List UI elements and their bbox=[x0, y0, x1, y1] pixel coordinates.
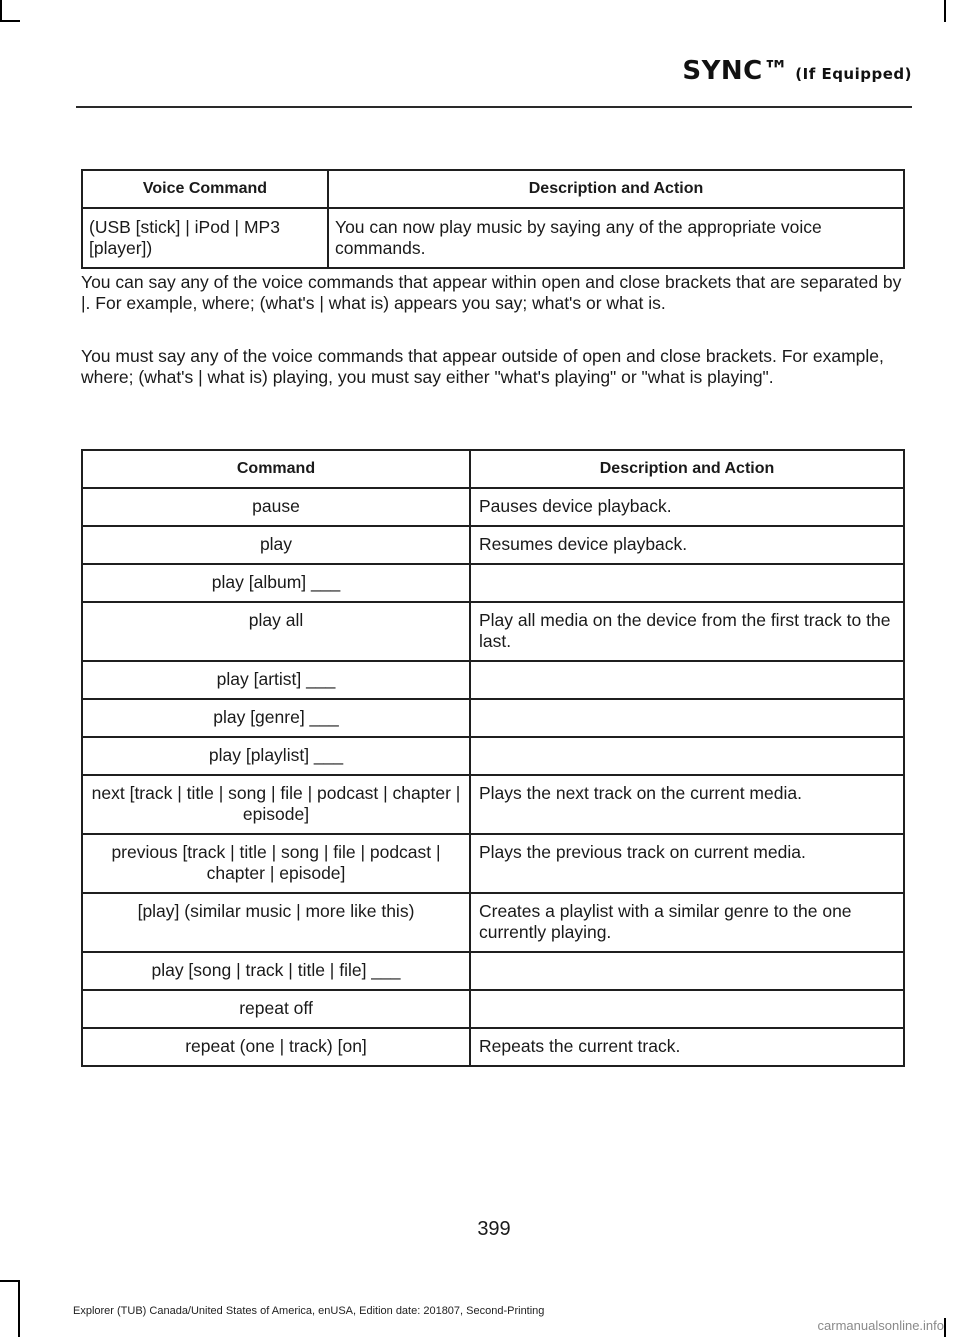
media-command-table bbox=[81, 449, 905, 1067]
crop-mark-top-left-h bbox=[0, 20, 20, 22]
command-cell: next [track | title | song | file | podcast | chapter | episode] bbox=[82, 775, 470, 834]
description-cell bbox=[470, 661, 904, 699]
table-header-row bbox=[82, 450, 904, 488]
watermark: carmanualsonline.info bbox=[817, 1318, 944, 1333]
table-row bbox=[82, 952, 904, 990]
description-cell bbox=[470, 564, 904, 602]
table-row bbox=[82, 661, 904, 699]
crop-mark-bottom-right bbox=[944, 1318, 946, 1337]
table-row bbox=[82, 1028, 904, 1066]
table-row bbox=[82, 488, 904, 526]
header-subtitle: (If Equipped) bbox=[795, 65, 912, 83]
command-cell: play [genre] ___ bbox=[82, 699, 470, 737]
crop-mark-top-left bbox=[0, 0, 2, 22]
description-cell: Resumes device playback. bbox=[470, 526, 904, 564]
column-header: Description and Action bbox=[328, 170, 904, 208]
description-cell bbox=[470, 990, 904, 1028]
voice-command-table bbox=[81, 169, 905, 269]
column-header: Description and Action bbox=[470, 450, 904, 488]
description-cell: Play all media on the device from the first track to the last. bbox=[470, 602, 904, 661]
edition-footer: Explorer (TUB) Canada/United States of America, enUSA, Edition date: 201807, Second-Printing bbox=[73, 1305, 545, 1317]
description-cell: Creates a playlist with a similar genre to the one currently playing. bbox=[470, 893, 904, 952]
description-cell bbox=[470, 699, 904, 737]
table-row bbox=[82, 526, 904, 564]
table-row bbox=[82, 990, 904, 1028]
table-row bbox=[82, 699, 904, 737]
description-cell bbox=[470, 952, 904, 990]
column-header: Voice Command bbox=[82, 170, 328, 208]
command-cell: previous [track | title | song | file | podcast | chapter | episode] bbox=[82, 834, 470, 893]
command-cell: play all bbox=[82, 602, 470, 661]
table-row bbox=[82, 834, 904, 893]
description-cell bbox=[470, 737, 904, 775]
table-row bbox=[82, 775, 904, 834]
description-cell: Plays the previous track on current media. bbox=[470, 834, 904, 893]
table-row bbox=[82, 208, 904, 268]
crop-mark-top-right bbox=[944, 0, 946, 22]
command-cell: (USB [stick] | iPod | MP3 [player]) bbox=[82, 208, 328, 268]
header-divider bbox=[76, 106, 912, 108]
description-cell: Plays the next track on the current media. bbox=[470, 775, 904, 834]
command-cell: play [album] ___ bbox=[82, 564, 470, 602]
page-number: 399 bbox=[477, 1218, 511, 1240]
body-paragraph: You can say any of the voice commands that appear within open and close brackets that are separated by |. For example, where; (what's | what is) appears you say; what's or what is. bbox=[81, 272, 902, 313]
command-cell: play bbox=[82, 526, 470, 564]
command-cell: play [artist] ___ bbox=[82, 661, 470, 699]
command-cell: play [playlist] ___ bbox=[82, 737, 470, 775]
column-header: Command bbox=[82, 450, 470, 488]
table-row bbox=[82, 737, 904, 775]
table-row bbox=[82, 602, 904, 661]
header-title: SYNC™ bbox=[682, 56, 790, 86]
table-row bbox=[82, 893, 904, 952]
command-cell: [play] (similar music | more like this) bbox=[82, 893, 470, 952]
command-cell: repeat off bbox=[82, 990, 470, 1028]
command-cell: play [song | track | title | file] ___ bbox=[82, 952, 470, 990]
description-cell: You can now play music by saying any of the appropriate voice commands. bbox=[328, 208, 904, 268]
table-header-row bbox=[82, 170, 904, 208]
description-cell: Pauses device playback. bbox=[470, 488, 904, 526]
page-header bbox=[0, 56, 912, 86]
command-cell: pause bbox=[82, 488, 470, 526]
crop-mark-bottom-left-v bbox=[18, 1280, 20, 1337]
description-cell: Repeats the current track. bbox=[470, 1028, 904, 1066]
crop-mark-bottom-left bbox=[0, 1280, 20, 1282]
command-cell: repeat (one | track) [on] bbox=[82, 1028, 470, 1066]
body-paragraph: You must say any of the voice commands that appear outside of open and close brackets. For example, where; (what's | what is) playing, you must say either "what's playing" or "what is playing". bbox=[81, 346, 884, 387]
table-row bbox=[82, 564, 904, 602]
